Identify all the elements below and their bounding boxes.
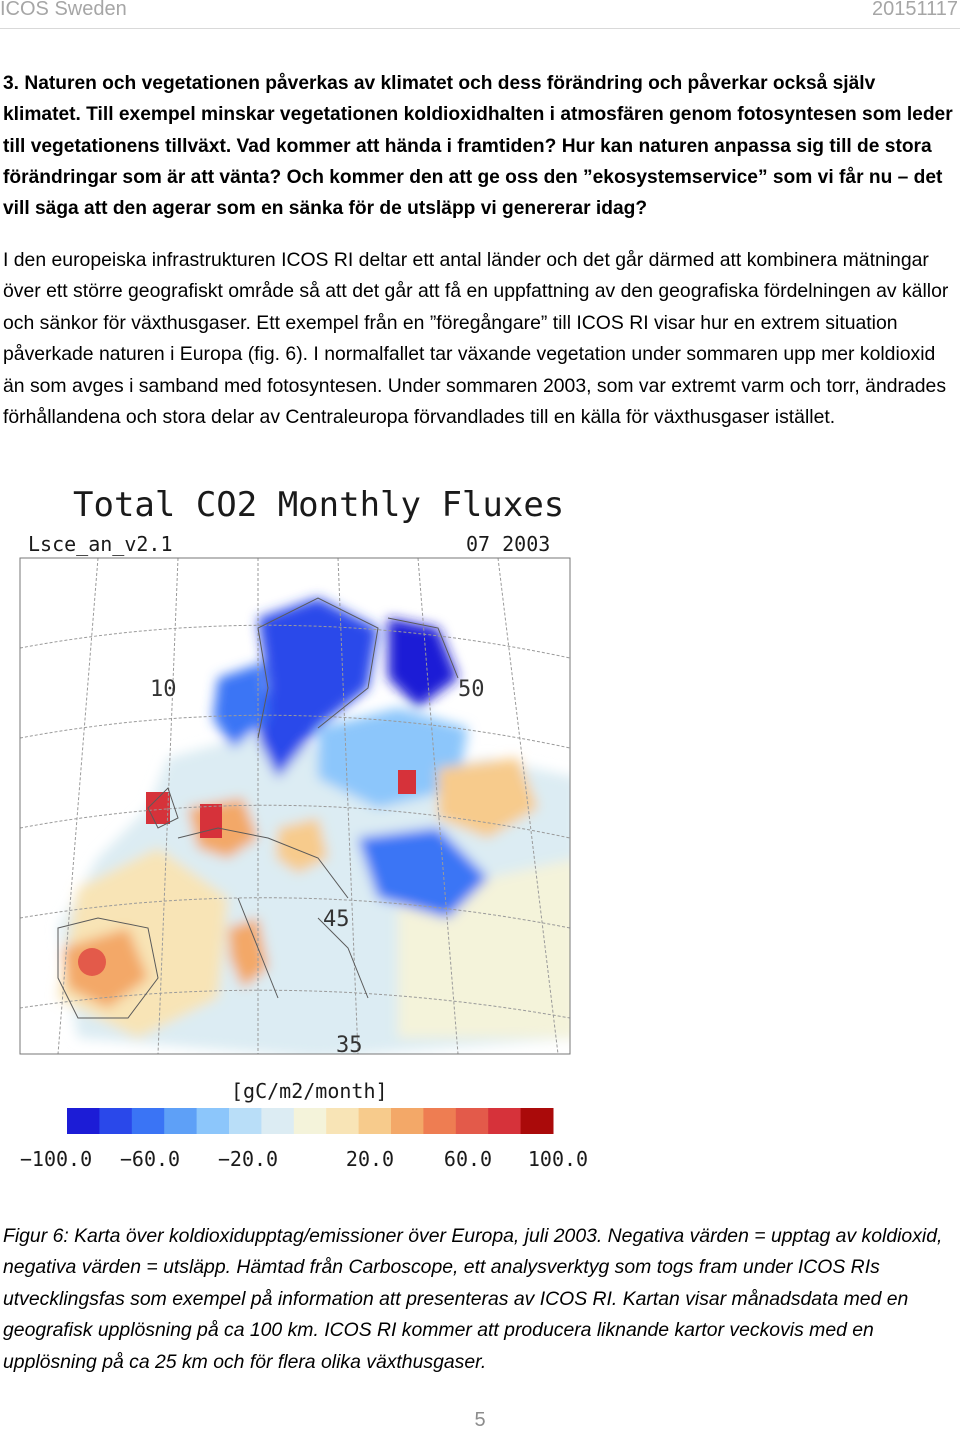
colorbar [67,1108,554,1134]
colorbar-ticks [20,1147,588,1171]
colorbar-segment [164,1108,197,1134]
flux-map-figure [18,478,596,1183]
map-label-lon-10: 10 [150,677,177,702]
colorbar-tick-label: −60.0 [119,1147,181,1171]
figure-date-label: 07 2003 [466,532,551,556]
colorbar-segment [294,1108,327,1134]
colorbar-segment [99,1108,132,1134]
colorbar-tick-label: −20.0 [217,1147,279,1171]
page-number: 5 [474,1409,486,1431]
colorbar-tick-label: 20.0 [345,1147,395,1171]
colorbar-tick-label: 60.0 [443,1147,493,1171]
colorbar-segment [488,1108,521,1134]
header-divider [0,28,960,29]
header-date: 20151117 [871,0,958,20]
colorbar-segment [197,1108,230,1134]
map-label-lat-35: 35 [336,1033,363,1058]
colorbar-tick-label: −100.0 [19,1147,93,1171]
colorbar-segment [521,1108,554,1134]
question-paragraph: 3. Naturen och vegetationen påverkas av klimatet och dess förändring och påverkar också själv klimatet. Till exempel minskar vegetationen koldioxidhalten i atmosfären genom fotosyntesen som leder till vegetationens tillväxt. Vad kommer att hända i framtiden? Hur kan naturen anpassa sig till de stora förändringar som är att vänta? Och kommer den att ge oss den ”ekosystemservice” som vi får nu – det vill säga att den agerar som en sänka för de utsläpp vi genererar idag? [3,73,953,220]
colorbar-segment [359,1108,392,1134]
colorbar-segment [391,1108,424,1134]
body-paragraph: I den europeiska infrastrukturen ICOS RI deltar ett antal länder och det går därmed att kombinera mätningar över ett större geografiskt område så att det går att få en uppfattning av den geografiska fördelningen av källor och sänkor för växthusgaser. Ett exempel från en ”föregångare” till ICOS RI visar hur en extrem situation påverkade naturen i Europa (fig. 6). I normalfallet tar växande vegetation under sommaren upp mer koldioxid än som avges i samband med fotosyntesen. Under sommaren 2003, som var extremt varm och torr, ändrades förhållandena och stora delar av Centraleuropa förvandlades till en källa för växthusgaser istället. [3,249,949,429]
header-left: ICOS Sweden [0,0,127,20]
colorbar-segment [326,1108,359,1134]
colorbar-segment [456,1108,489,1134]
colorbar-unit: [gC/m2/month] [231,1079,388,1103]
map-label-lat-45: 45 [323,907,350,932]
colorbar-segment [67,1108,100,1134]
colorbar-segment [261,1108,294,1134]
colorbar-segment [132,1108,165,1134]
map-label-lon-50: 50 [458,677,485,702]
figure-title: Total CO2 Monthly Fluxes [73,485,565,525]
figure-caption: Figur 6: Karta över koldioxidupptag/emissioner över Europa, juli 2003. Negativa värden = upptag av koldioxid, negativa värden = utsläpp. Hämtad från Carboscope, ett analysverktyg som togs fram under ICOS RIs utvecklingsfas som exempel på information att presenteras av ICOS RI. Kartan visar månadsdata med en geografisk upplösning på ca 100 km. ICOS RI kommer att producera liknande kartor veckovis med en upplösning på ca 25 km och för flera olika växthusgaser. [3,1225,943,1373]
colorbar-tick-label: 100.0 [527,1147,589,1171]
figure-model-label: Lsce_an_v2.1 [28,532,173,556]
europe-flux-map [20,558,578,1058]
colorbar-segment [423,1108,456,1134]
colorbar-segment [229,1108,262,1134]
